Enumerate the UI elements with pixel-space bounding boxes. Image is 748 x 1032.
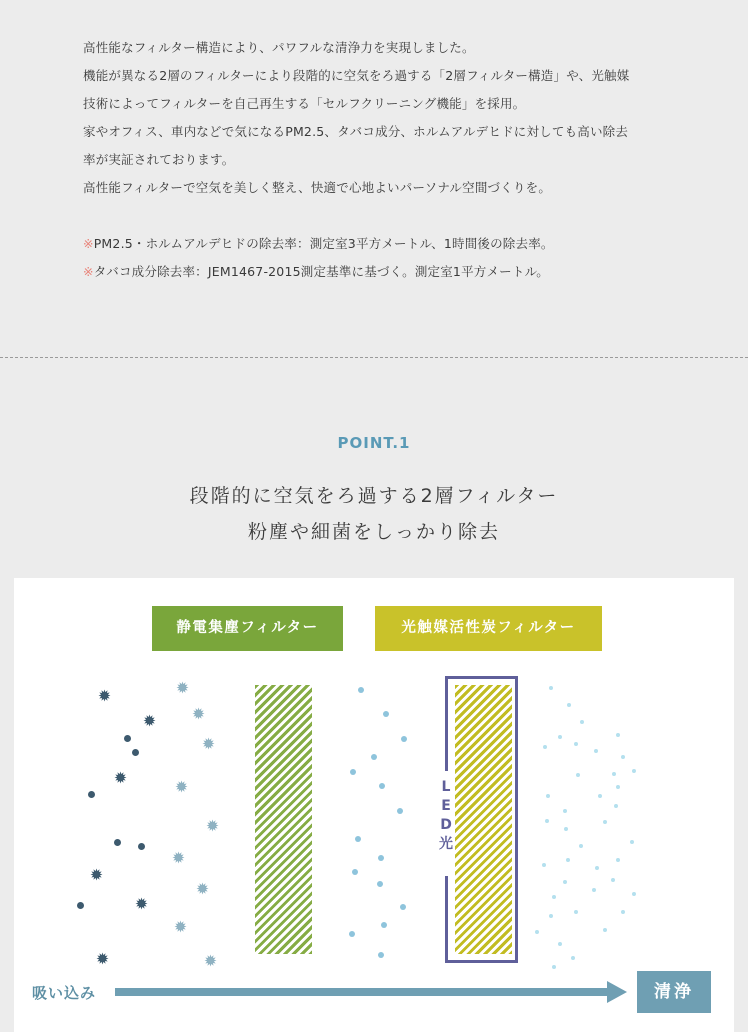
intro-line: 高性能なフィルター構造により、パワフルな清浄力を実現しました。 xyxy=(83,40,475,55)
dust-small-particle xyxy=(88,791,95,798)
headline-line-1: 段階的に空気をろ過する2層フィルター xyxy=(189,485,559,507)
led-char: D xyxy=(440,817,452,833)
dust-small-particle xyxy=(124,735,131,742)
clean-air-particle xyxy=(598,794,602,798)
bacteria-particle xyxy=(202,737,215,750)
filter-diagram xyxy=(14,578,734,1032)
dust-large-particle xyxy=(114,771,127,784)
led-char: E xyxy=(441,798,451,814)
clean-air-particle xyxy=(579,844,583,848)
clean-air-particle xyxy=(566,858,570,862)
clean-air-particle xyxy=(580,720,584,724)
clean-air-particle xyxy=(558,942,562,946)
intro-line: 機能が異なる2層のフィルターにより段階的に空気をろ過する「2層フィルター構造」や、光触媒 xyxy=(83,68,630,83)
clean-air-particle xyxy=(603,928,607,932)
filtered-particle xyxy=(352,869,358,875)
photocatalyst-filter-tag: 光触媒活性炭フィルター xyxy=(375,606,602,651)
dust-large-particle xyxy=(135,897,148,910)
clean-air-particle xyxy=(563,880,567,884)
clean-air-particle xyxy=(595,866,599,870)
intake-label: 吸い込み xyxy=(32,984,97,1002)
clean-air-particle xyxy=(630,840,634,844)
clean-air-particle xyxy=(571,956,575,960)
dust-small-particle xyxy=(77,902,84,909)
photocatalyst-filter-layer xyxy=(455,685,512,954)
clean-air-particle xyxy=(535,930,539,934)
intro-line: 高性能フィルターで空気を美しく整え、快適で心地よいパーソナル空間づくりを。 xyxy=(83,180,552,195)
filtered-particle xyxy=(358,687,364,693)
footnote-text: PM2.5・ホルムアルデヒドの除去率：測定室3平方メートル、1時間後の除去率。 xyxy=(93,236,554,251)
clean-air-particle xyxy=(614,804,618,808)
clean-air-particle xyxy=(576,773,580,777)
note-mark: ※ xyxy=(83,236,94,251)
clean-air-particle xyxy=(594,749,598,753)
airflow-arrow-head xyxy=(607,981,627,1003)
bacteria-particle xyxy=(175,780,188,793)
clean-air-particle xyxy=(574,742,578,746)
clean-air-particle xyxy=(616,733,620,737)
filtered-particle xyxy=(401,736,407,742)
clean-air-particle xyxy=(558,735,562,739)
airflow-arrow-shaft xyxy=(115,988,611,996)
clean-air-particle xyxy=(574,910,578,914)
filtered-particle xyxy=(379,783,385,789)
bacteria-particle xyxy=(192,707,205,720)
clean-air-particle xyxy=(612,772,616,776)
bacteria-particle xyxy=(176,681,189,694)
clean-air-particle xyxy=(621,755,625,759)
clean-air-particle xyxy=(567,703,571,707)
footnote-pm25 xyxy=(83,230,703,258)
clean-air-particle xyxy=(616,858,620,862)
filtered-particle xyxy=(381,922,387,928)
clean-label: 清浄 xyxy=(637,971,711,1013)
bacteria-particle xyxy=(174,920,187,933)
footnote-tobacco xyxy=(83,258,703,286)
electrostatic-filter-tag: 静電集塵フィルター xyxy=(152,606,343,651)
electrostatic-filter-layer xyxy=(255,685,312,954)
filtered-particle xyxy=(378,855,384,861)
filtered-particle xyxy=(371,754,377,760)
filtered-particle xyxy=(349,931,355,937)
clean-air-particle xyxy=(545,819,549,823)
clean-air-particle xyxy=(603,820,607,824)
dust-large-particle xyxy=(96,952,109,965)
bacteria-particle xyxy=(206,819,219,832)
clean-air-particle xyxy=(542,863,546,867)
filtered-particle xyxy=(397,808,403,814)
clean-air-particle xyxy=(563,809,567,813)
clean-air-particle xyxy=(552,895,556,899)
clean-air-particle xyxy=(632,892,636,896)
clean-air-particle xyxy=(611,878,615,882)
intro-line: 率が実証されております。 xyxy=(83,152,235,167)
point-headline xyxy=(0,478,748,550)
clean-air-particle xyxy=(616,785,620,789)
clean-air-particle xyxy=(552,965,556,969)
spacer xyxy=(83,202,703,230)
dust-small-particle xyxy=(114,839,121,846)
clean-air-particle xyxy=(543,745,547,749)
headline-line-2: 粉塵や細菌をしっかり除去 xyxy=(247,521,500,543)
filtered-particle xyxy=(383,711,389,717)
filtered-particle xyxy=(400,904,406,910)
clean-air-particle xyxy=(564,827,568,831)
note-mark: ※ xyxy=(83,264,94,279)
clean-air-particle xyxy=(546,794,550,798)
dust-large-particle xyxy=(98,689,111,702)
intro-line: 家やオフィス、車内などで気になるPM2.5、タバコ成分、ホルムアルデヒドに対しても高い除去 xyxy=(83,124,629,139)
intro-text xyxy=(83,34,703,286)
led-light-label xyxy=(437,778,455,854)
dashed-divider xyxy=(0,357,748,358)
led-char: L xyxy=(441,779,451,795)
filtered-particle xyxy=(350,769,356,775)
bacteria-particle xyxy=(204,954,217,967)
clean-air-particle xyxy=(549,914,553,918)
point-label: POINT.1 xyxy=(337,434,411,452)
filtered-particle xyxy=(378,952,384,958)
dust-large-particle xyxy=(143,714,156,727)
clean-air-particle xyxy=(621,910,625,914)
dust-large-particle xyxy=(90,868,103,881)
clean-air-particle xyxy=(549,686,553,690)
bacteria-particle xyxy=(172,851,185,864)
bacteria-particle xyxy=(196,882,209,895)
footnote-text: タバコ成分除去率：JEM1467-2015測定基準に基づく。測定室1平方メートル。 xyxy=(93,264,549,279)
clean-air-particle xyxy=(632,769,636,773)
filtered-particle xyxy=(377,881,383,887)
dust-small-particle xyxy=(138,843,145,850)
clean-air-particle xyxy=(592,888,596,892)
led-char: 光 xyxy=(439,836,453,852)
intro-line: 技術によってフィルターを自己再生する「セルフクリーニング機能」を採用。 xyxy=(83,96,526,111)
dust-small-particle xyxy=(132,749,139,756)
filtered-particle xyxy=(355,836,361,842)
